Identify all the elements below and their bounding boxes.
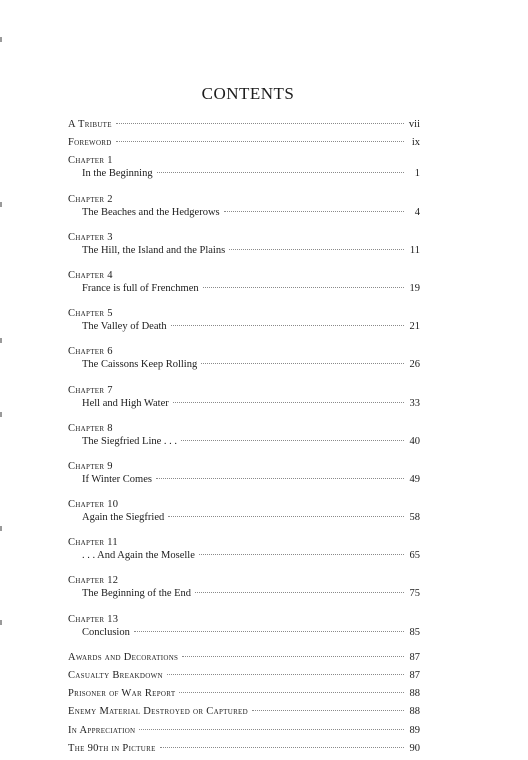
margin-mark [0,37,2,42]
dot-leader [160,747,404,748]
entry-line [68,358,420,371]
chapter-number: Chapter 10 [68,499,119,511]
dot-leader [181,440,404,441]
chapter-number: Chapter 7 [68,384,113,396]
toc-entry [68,269,420,301]
dot-leader [157,172,404,173]
margin-mark [0,412,2,417]
entry-line [68,626,420,639]
entry-line [68,118,420,131]
toc-entry [68,705,420,717]
page-number: 21 [409,321,420,333]
page-number: 90 [409,742,420,754]
page-number: 87 [409,670,420,681]
toc-entry [68,498,420,530]
chapter-title: . . . And Again the Moselle [82,550,195,562]
section-title: A Tribute [68,119,112,130]
dot-leader [167,674,404,675]
dot-leader [173,402,404,403]
chapter-title: The Siegfried Line . . . [82,435,178,447]
margin-mark [0,620,2,625]
entry-line [68,244,420,257]
chapter-number: Chapter 2 [68,193,113,205]
entry-line [68,206,420,219]
dot-leader [156,478,404,479]
page-number: 26 [409,359,420,371]
toc-entry [68,724,420,736]
entry-line [68,549,420,562]
entry-line [68,705,420,718]
toc-entry [68,422,420,454]
chapter-number: Chapter 13 [68,613,119,625]
chapter-number: Chapter 4 [68,269,113,281]
section-title: Awards and Decorations [68,651,179,663]
toc-entry [68,742,420,754]
dot-leader [182,656,404,657]
toc-entry [68,231,420,263]
entry-line [68,651,420,664]
toc-entry [68,136,420,148]
dot-leader [171,325,404,326]
chapter-title: The Caissons Keep Rolling [82,359,198,371]
page-number: 88 [409,688,420,700]
entry-line [68,473,420,486]
dot-leader [224,211,404,212]
page-number: 85 [409,626,420,638]
chapter-number: Chapter 5 [68,308,113,320]
margin-mark [0,526,2,531]
entry-line [68,587,420,600]
entry-line [68,742,420,755]
section-title: The 90th in Picture [68,742,156,754]
chapter-title: The Hill, the Island and the Plains [82,244,226,256]
section-title: Foreword [68,137,112,149]
page-number: 89 [409,724,420,736]
toc-entry [68,193,420,225]
entry-line [68,687,420,700]
entry-line [68,167,420,180]
page-number: 65 [409,550,420,562]
page-number: 4 [414,206,420,218]
chapter-number: Chapter 6 [68,346,113,358]
chapter-title: France is full of Frenchmen [82,282,199,294]
dot-leader [252,710,404,711]
dot-leader [229,249,404,250]
section-title: In Appreciation [68,724,136,736]
chapter-title: The Valley of Death [82,321,167,333]
section-title: Casualty Breakdown [68,670,163,681]
toc-entry [68,307,420,339]
chapter-number: Chapter 3 [68,231,113,243]
entry-line [68,320,420,333]
toc-entry [68,460,420,492]
page-title: CONTENTS [201,84,295,103]
dot-leader [116,141,404,142]
toc-entry [68,154,420,186]
margin-mark [0,202,2,207]
entry-line [68,435,420,448]
chapter-number: Chapter 8 [68,422,113,434]
page-number: 11 [409,244,420,256]
entry-line [68,397,420,410]
page-number: 58 [409,512,420,524]
dot-leader [195,592,404,593]
toc-entry [68,613,420,645]
chapter-title: Again the Siegfried [82,512,165,524]
entry-line [68,669,420,682]
dot-leader [201,363,404,364]
toc-entry [68,687,420,699]
toc-entry [68,118,420,130]
page-number: 75 [409,588,420,600]
chapter-title: The Beginning of the End [82,588,192,600]
toc-entry [68,345,420,377]
dot-leader [116,123,404,124]
page-number: 19 [409,282,420,294]
page-number: 87 [409,651,420,663]
chapter-title: Hell and High Water [82,397,169,409]
entry-line [68,511,420,524]
page-number: 88 [409,706,420,718]
toc-entry [68,536,420,568]
dot-leader [203,287,404,288]
chapter-number: Chapter 11 [68,537,118,549]
section-title: Enemy Material Destroyed or Captured [68,706,248,718]
section-title: Prisoner of War Report [68,688,176,700]
toc-entry [68,574,420,606]
dot-leader [134,631,404,632]
page-number: 33 [409,397,420,409]
entry-line [68,724,420,737]
toc-entry [68,651,420,663]
entry-line [68,136,420,149]
toc-entry [68,669,420,681]
chapter-title: Conclusion [82,626,130,638]
chapter-title: In the Beginning [82,168,153,180]
toc-entry [68,384,420,416]
page-number: vii [408,119,420,130]
page-number: 49 [409,473,420,485]
chapter-title: The Beaches and the Hedgerows [82,206,220,218]
chapter-title: If Winter Comes [82,473,152,485]
page-number: 40 [409,435,420,447]
dot-leader [199,554,404,555]
chapter-number: Chapter 12 [68,575,119,587]
chapter-number: Chapter 1 [68,155,113,167]
entry-line [68,282,420,295]
page-number: ix [411,137,420,149]
dot-leader [139,729,404,730]
table-of-contents [68,118,420,760]
margin-mark [0,338,2,343]
dot-leader [168,516,404,517]
chapter-number: Chapter 9 [68,460,113,472]
page-number: 1 [414,168,420,180]
